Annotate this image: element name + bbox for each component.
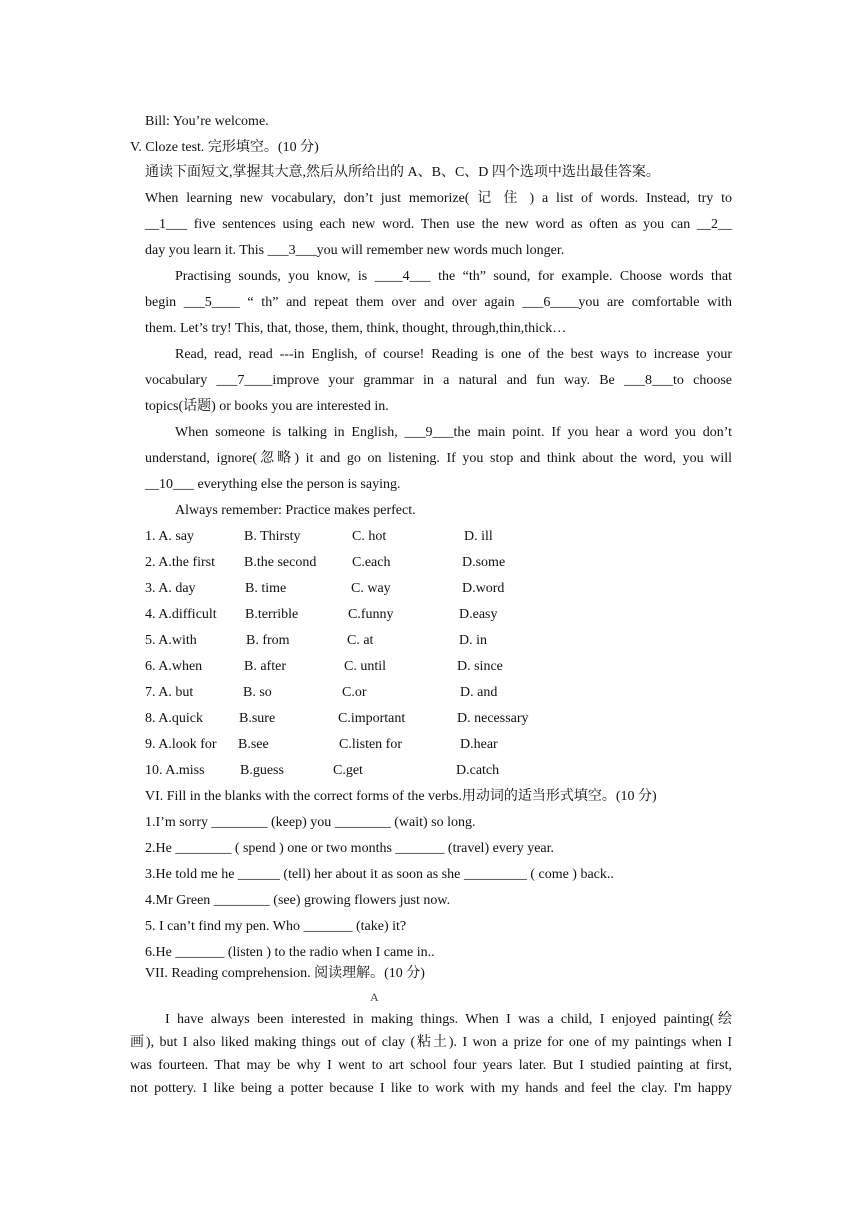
reading-passage-line: 画), but I also liked making things out of clay (粘土). I won a prize for one of my paintings when I <box>130 1035 732 1050</box>
section-v-instruction: 通读下面短文,掌握其大意,然后从所给出的 A、B、C、D 四个选项中选出最佳答案。 <box>145 165 660 180</box>
option-d: D. ill <box>464 529 493 544</box>
option-c: C. hot <box>352 529 387 544</box>
cloze-passage-line: understand, ignore(忽略) it and go on listening. If you stop and think about the word, you will <box>145 451 732 466</box>
cloze-passage-line: Always remember: Practice makes perfect. <box>175 503 416 518</box>
option-a: 1. A. say <box>145 529 194 544</box>
option-c: C.funny <box>348 607 394 622</box>
option-c: C.or <box>342 685 367 700</box>
option-c: C.get <box>333 763 363 778</box>
option-b: B. Thirsty <box>244 529 301 544</box>
reading-passage-line: was fourteen. That may be why I went to art school four years later. But I studied painting at first, <box>130 1058 732 1073</box>
option-a: 8. A.quick <box>145 711 203 726</box>
cloze-passage-line: When someone is talking in English, ___9___the main point. If you hear a word you don’t <box>175 425 732 440</box>
option-c: C. way <box>351 581 391 596</box>
option-d: D.catch <box>456 763 500 778</box>
option-a: 3. A. day <box>145 581 196 596</box>
option-c: C.each <box>352 555 391 570</box>
option-b: B. so <box>243 685 272 700</box>
option-a: 10. A.miss <box>145 763 205 778</box>
dialogue-line: Bill: You’re welcome. <box>145 114 269 129</box>
section-vi-heading: VI. Fill in the blanks with the correct forms of the verbs.用动词的适当形式填空。(10 分) <box>145 789 657 804</box>
cloze-passage-line: __1___ five sentences using each new word. Then use the new word as often as you can __2__ <box>145 217 732 232</box>
option-a: 7. A. but <box>145 685 194 700</box>
option-d: D.some <box>462 555 506 570</box>
option-d: D. and <box>460 685 498 700</box>
option-c: C. until <box>344 659 387 674</box>
option-b: B.terrible <box>245 607 299 622</box>
option-b: B.see <box>238 737 269 752</box>
option-b: B. time <box>245 581 287 596</box>
option-d: D. in <box>459 633 487 648</box>
option-b: B. from <box>246 633 290 648</box>
fill-blank-item: 4.Mr Green ________ (see) growing flowers just now. <box>145 893 451 908</box>
cloze-passage-line: Practising sounds, you know, is ____4___ the “th” sound, for example. Choose words that <box>175 269 732 284</box>
option-b: B.sure <box>239 711 276 726</box>
fill-blank-item: 3.He told me he ______ (tell) her about it as soon as she _________ ( come ) back.. <box>145 867 614 882</box>
option-a: 9. A.look for <box>145 737 217 752</box>
cloze-passage-line: topics(话题) or books you are interested in. <box>145 399 389 414</box>
fill-blank-item: 1.I’m sorry ________ (keep) you ________ (wait) so long. <box>145 815 476 830</box>
cloze-passage-line: __10___ everything else the person is saying. <box>145 477 401 492</box>
section-v-heading: V. Cloze test. 完形填空。(10 分) <box>130 140 319 155</box>
fill-blank-item: 2.He ________ ( spend ) one or two months _______ (travel) every year. <box>145 841 555 856</box>
cloze-passage-line: day you learn it. This ___3___you will remember new words much longer. <box>145 243 565 258</box>
reading-passage-line: not pottery. I like being a potter because I like to work with my hands and feel the clay. I'm happy <box>130 1081 732 1096</box>
reading-passage-line: I have always been interested in making things. When I was a child, I enjoyed painting(绘 <box>165 1012 732 1027</box>
option-d: D. necessary <box>457 711 529 726</box>
cloze-passage-line: them. Let’s try! This, that, those, them, think, thought, through,thin,thick… <box>145 321 567 336</box>
option-c: C.listen for <box>339 737 402 752</box>
cloze-passage-line: Read, read, read ---in English, of course! Reading is one of the best ways to increase your <box>175 347 732 362</box>
option-d: D. since <box>457 659 503 674</box>
option-a: 6. A.when <box>145 659 203 674</box>
option-a: 2. A.the first <box>145 555 215 570</box>
passage-label: A <box>370 990 379 1004</box>
option-a: 4. A.difficult <box>145 607 217 622</box>
fill-blank-item: 5. I can’t find my pen. Who _______ (take) it? <box>145 919 407 934</box>
option-d: D.easy <box>459 607 498 622</box>
cloze-passage-line: When learning new vocabulary, don’t just memorize( 记 住 ) a list of words. Instead, try to <box>145 191 732 206</box>
cloze-passage-line: vocabulary ___7____improve your grammar in a natural and fun way. Be ___8___to choose <box>145 373 732 388</box>
option-d: D.word <box>462 581 505 596</box>
option-d: D.hear <box>460 737 498 752</box>
section-vii-heading: VII. Reading comprehension. 阅读理解。(10 分) <box>145 966 425 981</box>
option-a: 5. A.with <box>145 633 197 648</box>
option-b: B. after <box>244 659 286 674</box>
fill-blank-item: 6.He _______ (listen ) to the radio when I came in.. <box>145 945 435 960</box>
option-c: C.important <box>338 711 406 726</box>
option-b: B.guess <box>240 763 284 778</box>
cloze-passage-line: begin ___5____ “ th” and repeat them over and over again ___6____you are comfortable with <box>145 295 732 310</box>
option-c: C. at <box>347 633 374 648</box>
option-b: B.the second <box>244 555 317 570</box>
